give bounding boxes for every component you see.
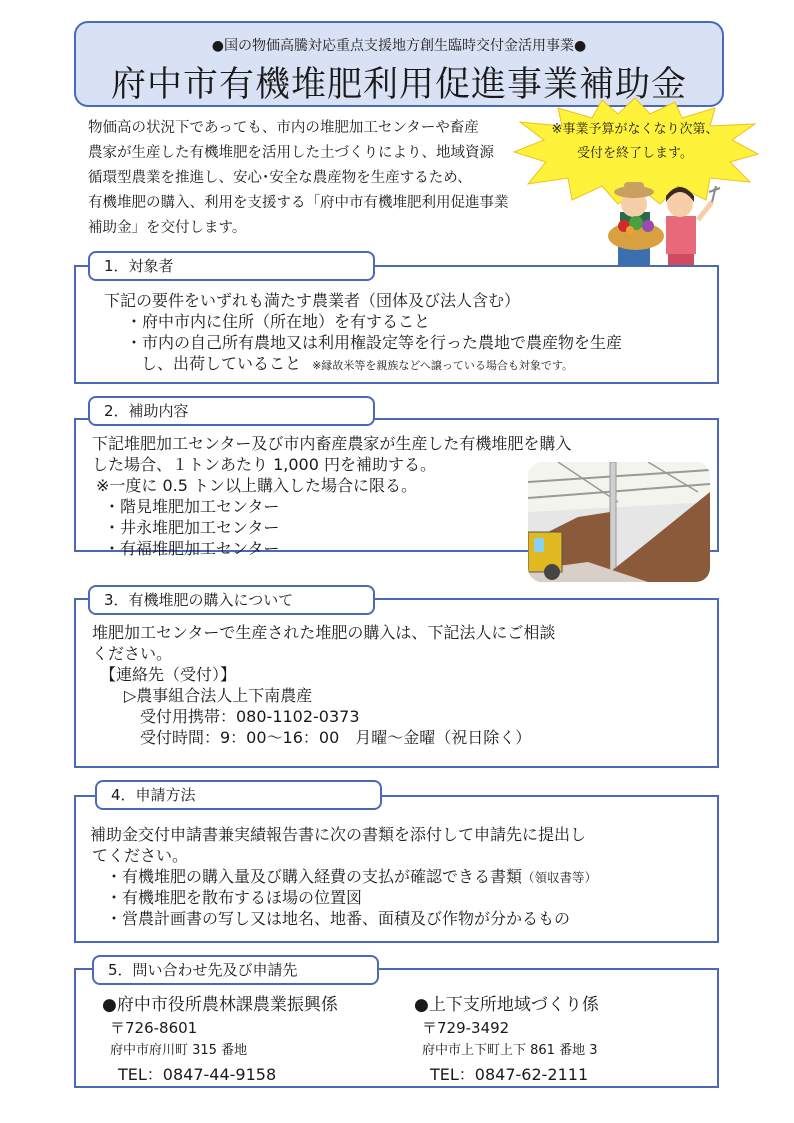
contact-zip: 〒729-3492 (422, 1019, 510, 1037)
header-banner (74, 21, 724, 107)
contact-tel: TEL：0847-62-2111 (430, 1065, 589, 1084)
application-item: ・営農計画書の写し又は地名、地番、面積及び作物が分かるもの (106, 909, 571, 928)
contact-label: 【連絡先（受付）】 (100, 665, 237, 684)
application-item: ・有機堆肥を散布するほ場の位置図 (106, 888, 363, 907)
section-tab-subsidy: 2．補助内容 (88, 396, 375, 426)
contact-fuchu-city-hall (102, 993, 338, 1087)
application-item-note: （領収書等） (522, 870, 598, 885)
section-tab-purchase: 3．有機堆肥の購入について (88, 585, 375, 615)
eligibility-item-continuation (141, 353, 573, 376)
application-item (106, 866, 597, 888)
compost-center: ・有福堆肥加工センター (104, 539, 280, 558)
eligibility-note: ※縁故米等を親族などへ譲っている場合も対象です。 (312, 359, 574, 372)
subsidy-line: ※一度に 0.5 トン以上購入した場合に限る。 (96, 476, 418, 495)
intro-line: 循環型農業を推進し、安心･安全な農産物を生産するため、 (88, 170, 472, 186)
subsidy-line: 下記堆肥加工センター及び市内畜産農家が生産した有機堆肥を購入 (92, 434, 572, 453)
intro-line: 有機堆肥の購入、利用を支援する「府中市有機堆肥利用促進事業 (88, 195, 509, 211)
purchase-mobile: 受付用携帯：080-1102-0373 (140, 707, 360, 726)
intro-line: 補助金」を交付します。 (88, 220, 247, 236)
intro-line: 農家が生産した有機堆肥を活用した土づくりにより、地域資源 (88, 145, 494, 161)
eligibility-continuation: し、出荷していること (141, 354, 302, 373)
purchase-org: ▷農事組合法人上下南農産 (124, 686, 313, 705)
contact-joge-branch (414, 993, 599, 1087)
contact-zip: 〒726-8601 (110, 1019, 198, 1037)
compost-facility-image (528, 462, 710, 582)
purchase-line: ください。 (92, 644, 173, 663)
header-subtitle: ●国の物価高騰対応重点支援地方創生臨時交付金活用事業● (211, 38, 587, 54)
contact-name: ●府中市役所農林課農業振興係 (102, 995, 338, 1015)
application-line: 補助金交付申請書兼実績報告書に次の書類を添付して申請先に提出し (90, 825, 587, 844)
intro-paragraph (88, 116, 548, 241)
notice-line: ※事業予算がなくなり次第、 (551, 122, 719, 137)
purchase-line: 堆肥加工センターで生産された堆肥の購入は、下記法人にご相談 (92, 623, 556, 642)
compost-center: ・井永堆肥加工センター (104, 518, 280, 537)
section-tab-eligibility: 1．対象者 (88, 251, 375, 281)
page-title: 府中市有機堆肥利用促進事業補助金 (110, 65, 687, 105)
contact-tel: TEL：0847-44-9158 (118, 1065, 277, 1084)
application-line: てください。 (92, 846, 189, 865)
contact-name: ●上下支所地域づくり係 (414, 995, 599, 1015)
contact-address: 府中市府川町 315 番地 (110, 1043, 248, 1058)
contact-address: 府中市上下町上下 861 番地 3 (422, 1043, 598, 1058)
purchase-hours: 受付時間：9：00～16：00 月曜～金曜（祝日除く） (140, 728, 532, 747)
eligibility-item: ・府中市内に住所（所在地）を有すること (126, 312, 431, 331)
subsidy-line: した場合、１トンあたり 1,000 円を補助する。 (92, 455, 436, 474)
intro-line: 物価高の状況下であっても、市内の堆肥加工センターや畜産 (88, 120, 479, 136)
eligibility-lead: 下記の要件をいずれも満たす農業者（団体及び法人含む） (104, 291, 521, 310)
application-item-text: ・有機堆肥の購入量及び購入経費の支払が確認できる書類 (106, 867, 523, 886)
compost-center: ・階見堆肥加工センター (104, 497, 280, 516)
eligibility-item: ・市内の自己所有農地又は利用権設定等を行った農地で農産物を生産 (126, 333, 623, 352)
section-tab-application: 4．申請方法 (95, 780, 382, 810)
notice-line: 受付を終了します。 (577, 146, 693, 161)
section-tab-contacts: 5．問い合わせ先及び申請先 (92, 955, 379, 985)
